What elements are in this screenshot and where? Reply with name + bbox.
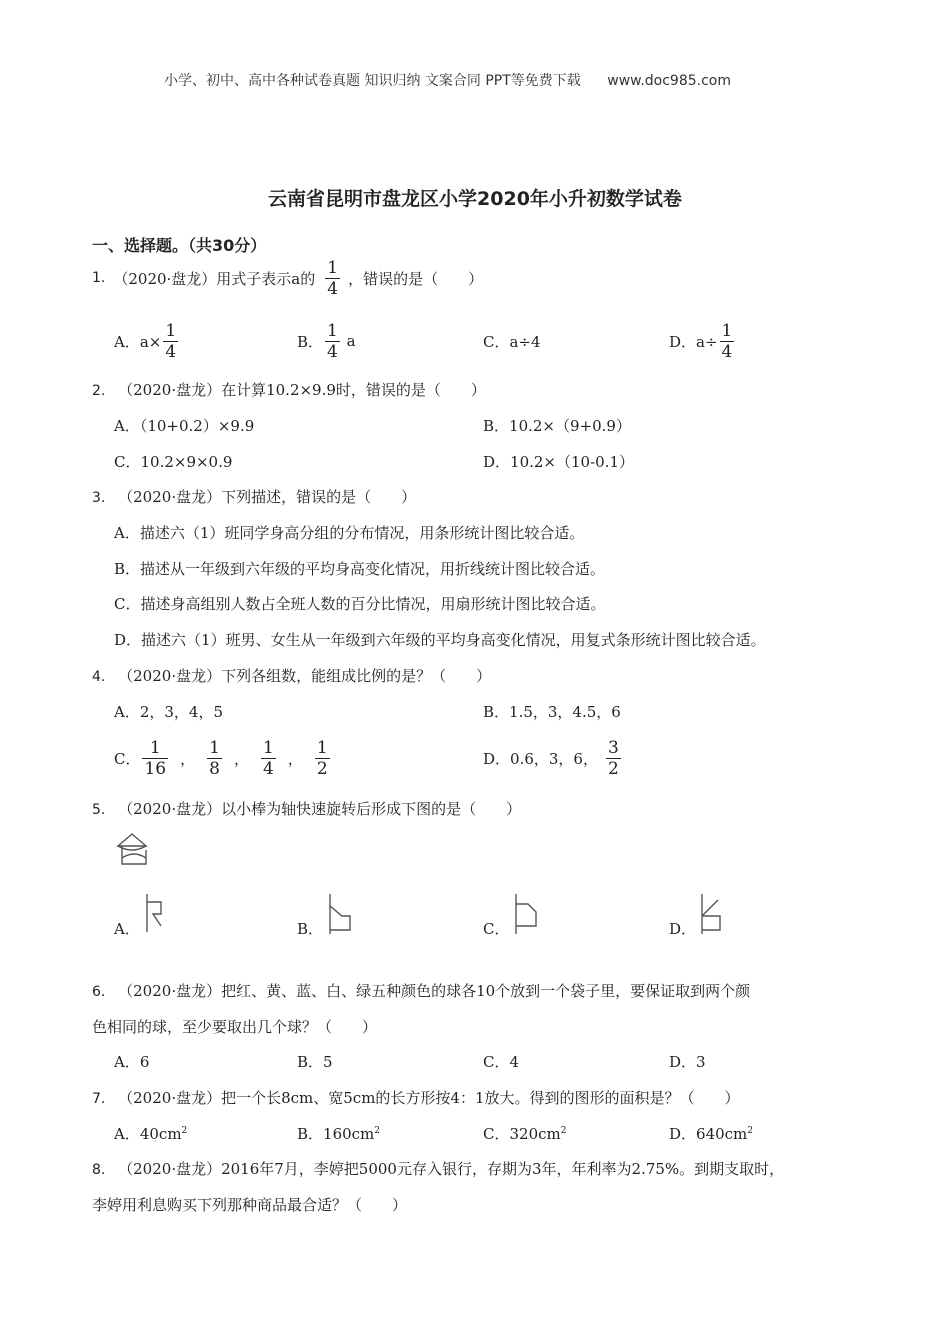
question-number: 7. (92, 1091, 106, 1107)
question-number: 4. (92, 669, 106, 685)
q6-option-a[interactable]: A．6 (114, 1053, 150, 1071)
q5-option-d[interactable]: D． (669, 920, 697, 938)
option-label: D．640cm (669, 1125, 748, 1143)
q2-option-a[interactable]: A．（10+0.2）×9.9 (114, 417, 255, 435)
option-label: D．0.6，3，6， (483, 749, 598, 768)
q7-option-d[interactable] (669, 1123, 753, 1144)
denominator: 4 (327, 341, 338, 362)
question-8-continued: 李婷用利息购买下列那种商品最合适？（ ） (92, 1196, 408, 1214)
header-url[interactable]: www.doc985.com (607, 73, 731, 89)
fraction (325, 258, 340, 299)
numerator: 1 (165, 320, 177, 341)
separator: ， (180, 749, 196, 768)
denominator: 2 (316, 758, 328, 779)
q1-option-b[interactable] (297, 320, 356, 362)
option-label: A．40cm (114, 1125, 182, 1143)
header-text: 小学、初中、高中各种试卷真题 知识归纳 文案合同 PPT等免费下载 (164, 73, 581, 89)
question-number: 5. (92, 802, 106, 818)
page-title: 云南省昆明市盘龙区小学2020年小升初数学试卷 (268, 188, 682, 210)
option-suffix: a (341, 332, 356, 350)
q7-option-c[interactable] (483, 1123, 566, 1144)
denominator: 16 (144, 758, 167, 779)
flag-shape-d (698, 892, 724, 936)
q2-option-b[interactable]: B．10.2×（9+0.9） (483, 417, 631, 435)
fraction (325, 321, 340, 362)
question-text-end: ，错误的是（ ） (348, 269, 484, 288)
question-number: 3. (92, 490, 106, 506)
q7-option-a[interactable] (114, 1123, 187, 1144)
option-label: C． (114, 749, 141, 768)
denominator: 8 (209, 758, 220, 779)
q5-option-a[interactable]: A． (114, 920, 140, 938)
numerator: 1 (316, 737, 328, 758)
option-label: C．320cm (483, 1125, 561, 1143)
separator: ， (287, 749, 303, 768)
fraction (261, 738, 276, 779)
fraction (720, 321, 735, 362)
question-number: 2. (92, 383, 106, 399)
q4-option-b[interactable]: B．1.5，3，4.5，6 (483, 703, 621, 721)
option-label: B．160cm (297, 1125, 375, 1143)
denominator: 4 (327, 278, 339, 299)
question-6-continued: 色相同的球，至少要取出几个球？（ ） (92, 1018, 378, 1036)
q3-option-c[interactable]: C．描述身高组别人数占全班人数的百分比情况，用扇形统计图比较合适。 (114, 595, 606, 613)
numerator: 1 (149, 737, 161, 758)
numerator: 1 (209, 737, 220, 758)
question-text: （2020·盘龙）在计算10.2×9.9时，错误的是（ ） (118, 381, 486, 399)
question-text: （2020·盘龙）2016年7月，李婷把5000元存入银行，存期为3年，年利率为2.75%。到期支取时， (118, 1160, 785, 1178)
question-4 (92, 665, 491, 686)
q1-option-d[interactable] (669, 320, 736, 362)
option-label: B． (297, 332, 324, 351)
numerator: 3 (607, 737, 619, 758)
flag-shape-b (326, 892, 352, 936)
question-number: 6. (92, 984, 106, 1000)
denominator: 4 (721, 341, 733, 362)
q6-option-d[interactable]: D．3 (669, 1053, 706, 1071)
fraction (315, 738, 330, 779)
question-7 (92, 1087, 740, 1108)
fraction (142, 738, 168, 779)
superscript: 2 (747, 1126, 754, 1136)
header-banner (164, 70, 731, 90)
question-6 (92, 980, 750, 1001)
question-2 (92, 379, 486, 400)
q3-option-d[interactable]: D．描述六（1）班男、女生从一年级到六年级的平均身高变化情况，用复式条形统计图比较合适。 (114, 631, 766, 649)
numerator: 1 (327, 320, 338, 341)
q2-option-c[interactable]: C．10.2×9×0.9 (114, 453, 233, 471)
section-heading: 一、选择题。（共30分） (92, 236, 267, 255)
q3-option-a[interactable]: A．描述六（1）班同学身高分组的分布情况，用条形统计图比较合适。 (114, 524, 585, 542)
q3-option-b[interactable]: B．描述从一年级到六年级的平均身高变化情况，用折线统计图比较合适。 (114, 560, 606, 578)
question-1 (92, 258, 483, 298)
superscript: 2 (374, 1126, 381, 1136)
fraction (207, 738, 222, 779)
question-3 (92, 486, 416, 507)
question-text: （2020·盘龙）用式子表示a的 (113, 269, 316, 288)
question-text: （2020·盘龙）把红、黄、蓝、白、绿五种颜色的球各10个放到一个袋子里，要保证取到两个颜 (118, 982, 751, 1000)
denominator: 4 (262, 758, 274, 779)
q6-option-b[interactable]: B．5 (297, 1053, 333, 1071)
fraction (163, 321, 178, 362)
question-8 (92, 1158, 784, 1179)
question-text: （2020·盘龙）以小棒为轴快速旋转后形成下图的是（ ） (118, 800, 522, 818)
question-text: （2020·盘龙）下列描述，错误的是（ ） (118, 488, 417, 506)
flag-shape-c (512, 892, 538, 936)
question-text: （2020·盘龙）下列各组数，能组成比例的是？（ ） (118, 667, 492, 685)
q7-option-b[interactable] (297, 1123, 380, 1144)
q5-option-c[interactable]: C． (483, 920, 510, 938)
superscript: 2 (181, 1126, 188, 1136)
question-text: （2020·盘龙）把一个长8cm、宽5cm的长方形按4：1放大。得到的图形的面积是？（ ） (118, 1089, 740, 1107)
fraction (606, 738, 621, 779)
question-number: 8. (92, 1162, 106, 1178)
option-label: C．a÷4 (483, 332, 541, 351)
numerator: 1 (327, 257, 339, 278)
numerator: 1 (721, 320, 733, 341)
option-label: A．a× (114, 332, 162, 351)
denominator: 2 (607, 758, 619, 779)
rotation-solid-figure (114, 830, 150, 868)
superscript: 2 (560, 1126, 567, 1136)
q6-option-c[interactable]: C．4 (483, 1053, 520, 1071)
separator: ， (233, 749, 249, 768)
flag-shape-a (143, 892, 167, 934)
q4-option-d[interactable] (483, 736, 623, 780)
q4-option-a[interactable]: A．2，3，4，5 (114, 703, 224, 721)
q5-option-b[interactable]: B． (297, 920, 324, 938)
numerator: 1 (262, 737, 274, 758)
q4-option-c[interactable] (114, 736, 332, 780)
denominator: 4 (165, 341, 177, 362)
option-label: D．a÷ (669, 332, 718, 351)
q1-option-c[interactable] (483, 320, 541, 362)
question-5 (92, 798, 521, 819)
q1-option-a[interactable] (114, 320, 180, 362)
question-number: 1. (92, 270, 106, 286)
q2-option-d[interactable]: D．10.2×（10-0.1） (483, 453, 635, 471)
